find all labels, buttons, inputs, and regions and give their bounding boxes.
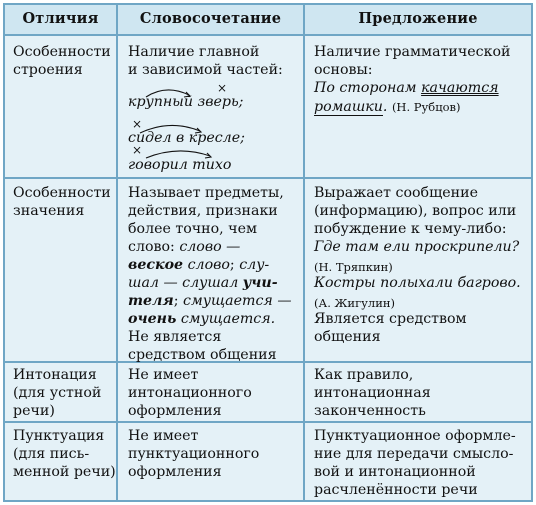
subject: ромашки	[314, 99, 383, 115]
table-border-left	[3, 3, 5, 502]
table-border-bottom	[3, 500, 533, 502]
sentence-example: Костры полыхали багрово.	[314, 275, 521, 291]
comparison-table: Отличия Словосочетание Предложение Особенности строения Наличие главной и зависимой частей: × крупный зверь; × сидел в кресле; × говорил тихо Наличие грамматической основы: По сторонам качаются ромашки. (Н. Рубцов) Особенности значения Называет предметы, действия, признаки более точно, чем слово: слово — веское слово; слу- шал — слушал учи- теля; смущается — очень смущается. Не является средством общения Выражает сообщение (информацию), вопрос или побуждение к чему-либо: Где там ели проскрипели? (Н. Тряпкин) Костры полыхали багрово. (А. Жигулин) Является средством общения Интонация (для устной речи) Не имеет интонационного оформления Как правило, интонационная законченность Пунктуация (для пись- менной речи) Не имеет пунктуационного оформления Пунктуационное оформле- ние для передачи смысло- вой и интонационной расчленённости речи	[3, 3, 533, 502]
phrase-example: говорил тихо	[128, 157, 232, 173]
header-differences: Отличия	[22, 10, 99, 27]
table-header-divider	[3, 34, 533, 36]
phrase-example: крупный зверь;	[128, 94, 244, 110]
author: (А. Жигулин)	[314, 296, 396, 310]
main-word-mark: ×	[132, 143, 143, 157]
column-divider	[303, 3, 305, 502]
header-phrase: Словосочетание	[139, 10, 282, 27]
row-divider	[3, 421, 533, 423]
phrase-structure-cell: Наличие главной и зависимой частей: × крупный зверь; × сидел в кресле; × говорил тихо	[128, 43, 300, 175]
author: (Н. Тряпкин)	[314, 260, 393, 274]
table-border-top	[3, 3, 533, 5]
row-divider	[3, 177, 533, 179]
sentence-example: По сторонам качаются	[314, 80, 499, 96]
sentence-example: Где там ели проскрипели?	[314, 239, 520, 255]
column-divider	[116, 3, 118, 502]
table-border-right	[531, 3, 533, 502]
main-word-mark: ×	[132, 117, 143, 131]
header-sentence: Предложение	[358, 10, 478, 27]
main-word-mark: ×	[217, 81, 228, 95]
author: (Н. Рубцов)	[391, 100, 461, 114]
phrase-example: сидел в кресле;	[128, 130, 245, 146]
predicate: качаются	[421, 80, 499, 96]
